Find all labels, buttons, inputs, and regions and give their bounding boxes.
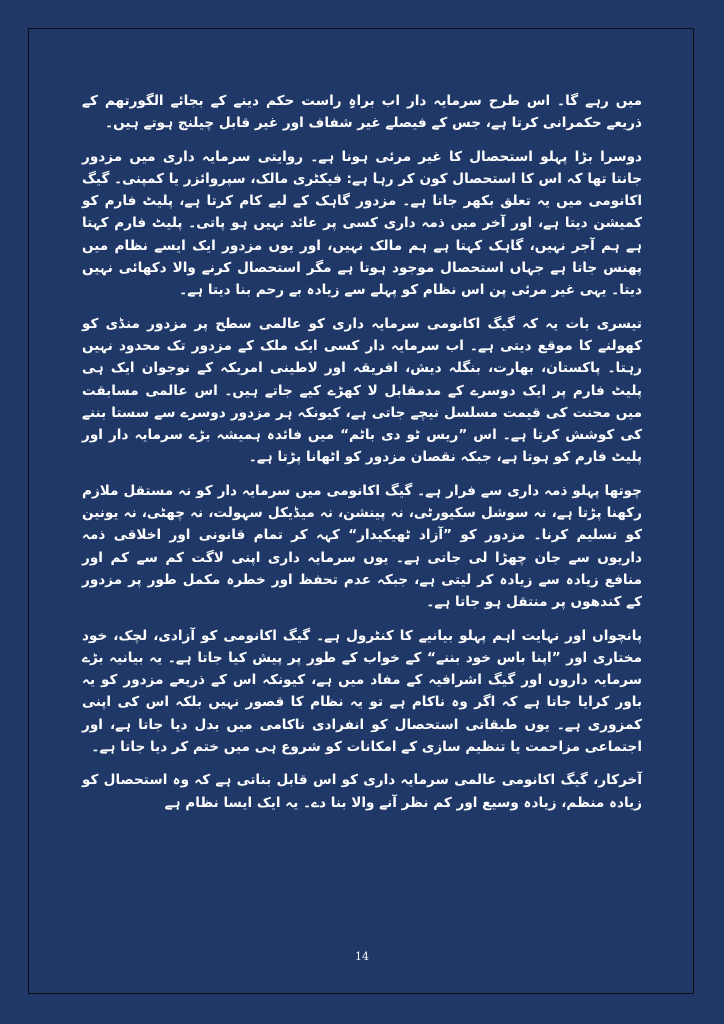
paragraph-2: دوسرا بڑا پہلو استحصال کا غیر مرئی ہونا ہے۔ روایتی سرمایہ داری میں مزدور جانتا تھا کہ اس کا استحصال کون کر رہا ہے: فیکٹری مالک، سپروائزر یا کمپنی۔ گیگ اکانومی میں یہ تعلق بکھر جاتا ہے۔ مزدور گاہک کے لیے کام کرتا ہے، پلیٹ فارم کو کمیشن دیتا ہے، اور آخر میں ذمہ داری کسی پر عائد نہیں ہو پاتی۔ پلیٹ فارم کہتا ہے ہم آجر نہیں، گاہک کہتا ہے ہم مالک نہیں، اور یوں مزدور ایک ایسے نظام میں پھنس جاتا ہے جہاں استحصال موجود ہوتا ہے مگر استحصال کرنے والا دکھائی نہیں دیتا۔ یہی غیر مرئی پن اس نظام کو پہلے سے زیادہ بے رحم بنا دیتا ہے۔	[82, 148, 642, 299]
page-number: 14	[355, 950, 369, 963]
paragraph-6: آخرکار، گیگ اکانومی عالمی سرمایہ داری کو اس قابل بناتی ہے کہ وہ استحصال کو زیادہ منظم، زیادہ وسیع اور کم نظر آنے والا بنا دے۔ یہ ایک ایسا نظام ہے	[82, 772, 642, 811]
article-body	[82, 90, 642, 825]
paragraph-1: میں رہے گا۔ اس طرح سرمایہ دار اب براہِ راست حکم دینے کے بجائے الگورتھم کے ذریعے حکمرانی کرتا ہے، جس کے فیصلے غیر شفاف اور غیر قابل چیلنج ہوتے ہیں۔	[82, 93, 642, 132]
paragraph-5: پانچواں اور نہایت اہم پہلو بیانیے کا کنٹرول ہے۔ گیگ اکانومی کو آزادی، لچک، خود مختاری اور ”اپنا باس خود بننے“ کے خواب کے طور پر پیش کیا جاتا ہے۔ یہ بیانیہ بڑے سرمایہ داروں اور گیگ اشرافیہ کے مفاد میں ہے، کیونکہ اس کے ذریعے مزدور کو یہ باور کرایا جاتا ہے کہ اگر وہ ناکام ہے تو یہ نظام کا قصور نہیں بلکہ اس کی اپنی کمزوری ہے۔ یوں طبقاتی استحصال کو انفرادی ناکامی میں بدل دیا جاتا ہے، اور اجتماعی مزاحمت یا تنظیم سازی کے امکانات کو شروع ہی میں ختم کر دیا جاتا ہے۔	[82, 627, 642, 756]
paragraph-3: تیسری بات یہ کہ گیگ اکانومی سرمایہ داری کو عالمی سطح پر مزدور منڈی کو کھولنے کا موقع دیتی ہے۔ اب سرمایہ دار کسی ایک ملک کے مزدور تک محدود نہیں رہتا۔ پاکستان، بھارت، بنگلہ دیش، افریقہ اور لاطینی امریکہ کے نوجوان ایک ہی پلیٹ فارم پر ایک دوسرے کے مدمقابل لا کھڑے کیے جاتے ہیں۔ اس عالمی مسابقت میں محنت کی قیمت مسلسل نیچے جاتی ہے، کیونکہ ہر مزدور دوسرے سے سستا بننے کی کوشش کرتا ہے۔ اس ”ریس ٹو دی باٹم“ میں فائدہ ہمیشہ بڑے سرمایہ دار اور پلیٹ فارم کو ہوتا ہے، جبکہ نقصان مزدور کو اٹھانا پڑتا ہے۔	[82, 315, 642, 466]
paragraph-4: چوتھا پہلو ذمہ داری سے فرار ہے۔ گیگ اکانومی میں سرمایہ دار کو نہ مستقل ملازم رکھنا پڑتا ہے، نہ سوشل سکیورٹی، نہ پینشن، نہ میڈیکل سہولت، نہ چھٹی، نہ یونین کو تسلیم کرنا۔ مزدور کو ”آزاد ٹھیکیدار“ کہہ کر تمام قانونی اور اخلاقی ذمہ داریوں سے جان چھڑا لی جاتی ہے۔ یوں سرمایہ داری اپنی لاگت کم سے کم اور منافع زیادہ سے زیادہ کر لیتی ہے، جبکہ عدم تحفظ اور خطرہ مکمل طور پر مزدور کے کندھوں پر منتقل ہو جاتا ہے۔	[82, 482, 642, 611]
